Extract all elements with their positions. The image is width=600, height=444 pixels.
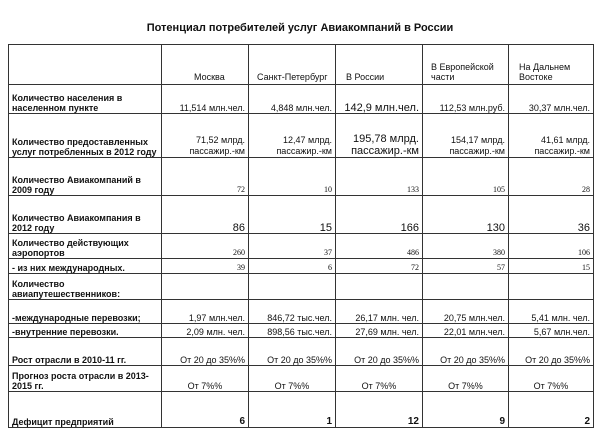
table-cell: 5,67 млн.чел. bbox=[509, 324, 594, 338]
table-cell: 39 bbox=[162, 259, 249, 274]
table-cell: От 20 до 35%% bbox=[162, 338, 249, 366]
table-row bbox=[9, 366, 594, 392]
table-cell: 130 bbox=[423, 196, 509, 234]
table-cell: 2 bbox=[509, 392, 594, 428]
value-line: 195,78 млрд. bbox=[352, 133, 419, 145]
table-cell: От 7%% bbox=[423, 366, 509, 392]
table-row bbox=[9, 114, 594, 158]
page-title: Потенциал потребителей услуг Авиакомпаний в России bbox=[146, 22, 454, 34]
column-header: В России bbox=[336, 45, 423, 85]
table-row bbox=[9, 196, 594, 234]
table-cell: 142,9 млн.чел. bbox=[336, 85, 423, 114]
table-cell bbox=[423, 114, 509, 158]
header-row bbox=[9, 45, 594, 85]
table-row bbox=[9, 274, 594, 300]
table-cell: От 20 до 35%% bbox=[336, 338, 423, 366]
table-cell bbox=[162, 274, 249, 300]
table-cell: От 20 до 35%% bbox=[423, 338, 509, 366]
column-header: На Дальнем Востоке bbox=[509, 45, 594, 85]
table-cell: 22,01 млн.чел. bbox=[423, 324, 509, 338]
table-cell: 37 bbox=[249, 234, 336, 259]
row-label: Рост отрасли в 2010-11 гг. bbox=[9, 338, 162, 366]
value-line: 41,61 млрд. bbox=[540, 135, 590, 145]
table-cell bbox=[509, 274, 594, 300]
table-cell: 10 bbox=[249, 158, 336, 196]
table-cell: От 7%% bbox=[336, 366, 423, 392]
table-cell: 28 bbox=[509, 158, 594, 196]
table-cell: От 20 до 35%% bbox=[509, 338, 594, 366]
table-cell: 260 bbox=[162, 234, 249, 259]
table-cell: 15 bbox=[249, 196, 336, 234]
table-cell: От 7%% bbox=[509, 366, 594, 392]
table-cell bbox=[423, 274, 509, 300]
consumer-potential-table bbox=[8, 44, 594, 428]
table-row bbox=[9, 234, 594, 259]
table-cell bbox=[249, 114, 336, 158]
table-cell: 72 bbox=[336, 259, 423, 274]
row-label: Количество Авиакомпания в 2012 году bbox=[9, 196, 162, 234]
table-row bbox=[9, 259, 594, 274]
row-label: - из них международных. bbox=[9, 259, 162, 274]
table-cell: 380 bbox=[423, 234, 509, 259]
value-line: 154,17 млрд. bbox=[450, 135, 505, 145]
table-cell bbox=[509, 114, 594, 158]
table-cell: 26,17 млн. чел. bbox=[336, 300, 423, 324]
table-cell: 112,53 млн.руб. bbox=[423, 85, 509, 114]
table-cell: 20,75 млн.чел. bbox=[423, 300, 509, 324]
table-cell: 486 bbox=[336, 234, 423, 259]
table-cell: От 7%% bbox=[162, 366, 249, 392]
table-cell: 6 bbox=[162, 392, 249, 428]
table-cell: 898,56 тыс.чел. bbox=[249, 324, 336, 338]
table-cell: 86 bbox=[162, 196, 249, 234]
table-cell: От 20 до 35%% bbox=[249, 338, 336, 366]
table-cell: 12 bbox=[336, 392, 423, 428]
table-cell: 1 bbox=[249, 392, 336, 428]
unit-line: пассажир.-км bbox=[449, 146, 505, 156]
column-header: В Европейской части bbox=[423, 45, 509, 85]
table-cell: 105 bbox=[423, 158, 509, 196]
unit-line: пассажир.-км bbox=[534, 146, 590, 156]
row-label: Количество действующих аэропортов bbox=[9, 234, 162, 259]
row-label: Прогноз роста отрасли в 2013-2015 гг. bbox=[9, 366, 162, 392]
table-cell: 133 bbox=[336, 158, 423, 196]
table-cell: 36 bbox=[509, 196, 594, 234]
table-row bbox=[9, 392, 594, 428]
row-label: -международные перевозки; bbox=[9, 300, 162, 324]
row-label: Количество авиапутешественников: bbox=[9, 274, 162, 300]
table-row bbox=[9, 338, 594, 366]
unit-line: пассажир.-км bbox=[189, 146, 245, 156]
table-cell: 5,41 млн. чел. bbox=[509, 300, 594, 324]
column-header: Санкт-Петербург bbox=[249, 45, 336, 85]
row-label: Количество Авиакомпаний в 2009 году bbox=[9, 158, 162, 196]
table-cell: 30,37 млн.чел. bbox=[509, 85, 594, 114]
table-cell bbox=[162, 114, 249, 158]
table-cell: 166 bbox=[336, 196, 423, 234]
corner-cell bbox=[9, 45, 162, 85]
table-cell: 15 bbox=[509, 259, 594, 274]
value-line: 12,47 млрд. bbox=[282, 135, 332, 145]
table-cell: 106 bbox=[509, 234, 594, 259]
unit-line: пассажир.-км bbox=[351, 145, 419, 157]
unit-line: пассажир.-км bbox=[276, 146, 332, 156]
table-cell bbox=[249, 274, 336, 300]
row-label: -внутренние перевозки. bbox=[9, 324, 162, 338]
table-cell bbox=[336, 274, 423, 300]
table-cell: 2,09 млн. чел. bbox=[162, 324, 249, 338]
row-label: Количество предоставленных услуг потребленных в 2012 году bbox=[9, 114, 162, 158]
value-line: 71,52 млрд. bbox=[195, 135, 245, 145]
table-row bbox=[9, 324, 594, 338]
row-label: Количество населения в населенном пункте bbox=[9, 85, 162, 114]
table-row bbox=[9, 85, 594, 114]
column-header: Москва bbox=[162, 45, 249, 85]
table-cell: 57 bbox=[423, 259, 509, 274]
table-cell: От 7%% bbox=[249, 366, 336, 392]
table-cell: 6 bbox=[249, 259, 336, 274]
table-cell: 9 bbox=[423, 392, 509, 428]
table-row bbox=[9, 300, 594, 324]
table-cell bbox=[336, 114, 423, 158]
table-cell: 11,514 млн.чел. bbox=[162, 85, 249, 114]
table-cell: 27,69 млн. чел. bbox=[336, 324, 423, 338]
row-label: Дефицит предприятий bbox=[9, 392, 162, 428]
table-cell: 1,97 млн.чел. bbox=[162, 300, 249, 324]
table-cell: 846,72 тыс.чел. bbox=[249, 300, 336, 324]
table-row bbox=[9, 158, 594, 196]
table-cell: 4,848 млн.чел. bbox=[249, 85, 336, 114]
table-cell: 72 bbox=[162, 158, 249, 196]
